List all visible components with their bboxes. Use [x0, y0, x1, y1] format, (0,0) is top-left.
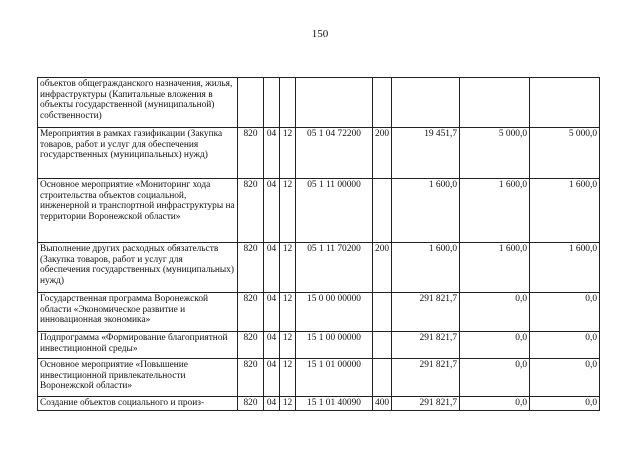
table-row [38, 243, 600, 293]
expense-type-code [373, 78, 392, 128]
amount-year-1: 291 821,7 [392, 359, 460, 397]
page-number: 150 [311, 28, 329, 40]
table-row [38, 332, 600, 359]
section-code [264, 78, 280, 128]
grbs-code: 820 [238, 397, 264, 411]
subsection-code: 12 [280, 243, 296, 293]
amount-year-1: 19 451,7 [392, 128, 460, 179]
table-row [38, 397, 600, 411]
budget-table [37, 77, 600, 411]
expense-type-code: 400 [373, 397, 392, 411]
amount-year-2: 1 600,0 [460, 179, 530, 243]
amount-year-1: 291 821,7 [392, 293, 460, 332]
amount-year-3: 0,0 [530, 359, 600, 397]
section-code: 04 [264, 128, 280, 179]
grbs-code: 820 [238, 128, 264, 179]
amount-year-3 [530, 78, 600, 128]
amount-year-1 [392, 78, 460, 128]
row-name: Основное мероприятие «Повышение инвестиционной привлекательности Воронежской области» [38, 359, 238, 397]
grbs-code [238, 78, 264, 128]
section-code: 04 [264, 179, 280, 243]
target-article-code [296, 78, 373, 128]
amount-year-3: 1 600,0 [530, 243, 600, 293]
row-name: Подпрограмма «Формирование благоприятной инвестиционной среды» [38, 332, 238, 359]
row-name: Создание объектов социального и произ- [38, 397, 238, 411]
amount-year-2: 1 600,0 [460, 243, 530, 293]
amount-year-1: 291 821,7 [392, 397, 460, 411]
amount-year-1: 291 821,7 [392, 332, 460, 359]
expense-type-code: 200 [373, 243, 392, 293]
amount-year-2: 5 000,0 [460, 128, 530, 179]
section-code: 04 [264, 359, 280, 397]
expense-type-code [373, 293, 392, 332]
subsection-code: 12 [280, 359, 296, 397]
section-code: 04 [264, 243, 280, 293]
row-name: Мероприятия в рамках газификации (Закупка товаров, работ и услуг для обеспечения государственных (муниципальных) нужд) [38, 128, 238, 179]
grbs-code: 820 [238, 293, 264, 332]
target-article-code: 15 0 00 00000 [296, 293, 373, 332]
grbs-code: 820 [238, 359, 264, 397]
amount-year-3: 0,0 [530, 397, 600, 411]
target-article-code: 05 1 11 00000 [296, 179, 373, 243]
subsection-code: 12 [280, 179, 296, 243]
target-article-code: 15 1 01 40090 [296, 397, 373, 411]
subsection-code: 12 [280, 332, 296, 359]
amount-year-2: 0,0 [460, 359, 530, 397]
amount-year-3: 5 000,0 [530, 128, 600, 179]
row-name: Государственная программа Воронежской области «Экономическое развитие и инновационная экономика» [38, 293, 238, 332]
expense-type-code [373, 179, 392, 243]
amount-year-1: 1 600,0 [392, 179, 460, 243]
expense-type-code [373, 359, 392, 397]
row-name: объектов общегражданского назначения, жилья, инфраструктуры (Капитальные вложения в объекты государственной (муниципальной) собственности) [38, 78, 238, 128]
table-body [38, 78, 600, 411]
table-row [38, 78, 600, 128]
subsection-code [280, 78, 296, 128]
grbs-code: 820 [238, 243, 264, 293]
table-row [38, 359, 600, 397]
table-row [38, 179, 600, 243]
expense-type-code [373, 332, 392, 359]
amount-year-3: 0,0 [530, 293, 600, 332]
row-name: Выполнение других расходных обязательств (Закупка товаров, работ и услуг для обеспечения государственных (муниципальных) нужд) [38, 243, 238, 293]
subsection-code: 12 [280, 128, 296, 179]
amount-year-2: 0,0 [460, 332, 530, 359]
table-row [38, 293, 600, 332]
amount-year-2 [460, 78, 530, 128]
amount-year-1: 1 600,0 [392, 243, 460, 293]
section-code: 04 [264, 332, 280, 359]
expense-type-code: 200 [373, 128, 392, 179]
amount-year-2: 0,0 [460, 293, 530, 332]
table-row [38, 128, 600, 179]
section-code: 04 [264, 293, 280, 332]
section-code: 04 [264, 397, 280, 411]
amount-year-3: 1 600,0 [530, 179, 600, 243]
amount-year-2: 0,0 [460, 397, 530, 411]
target-article-code: 15 1 01 00000 [296, 359, 373, 397]
amount-year-3: 0,0 [530, 332, 600, 359]
grbs-code: 820 [238, 179, 264, 243]
target-article-code: 05 1 04 72200 [296, 128, 373, 179]
grbs-code: 820 [238, 332, 264, 359]
subsection-code: 12 [280, 397, 296, 411]
target-article-code: 15 1 00 00000 [296, 332, 373, 359]
row-name: Основное мероприятие «Мониторинг хода строительства объектов социальной, инженерной и транспортной инфраструктуры на территории Воронежской области» [38, 179, 238, 243]
target-article-code: 05 1 11 70200 [296, 243, 373, 293]
subsection-code: 12 [280, 293, 296, 332]
